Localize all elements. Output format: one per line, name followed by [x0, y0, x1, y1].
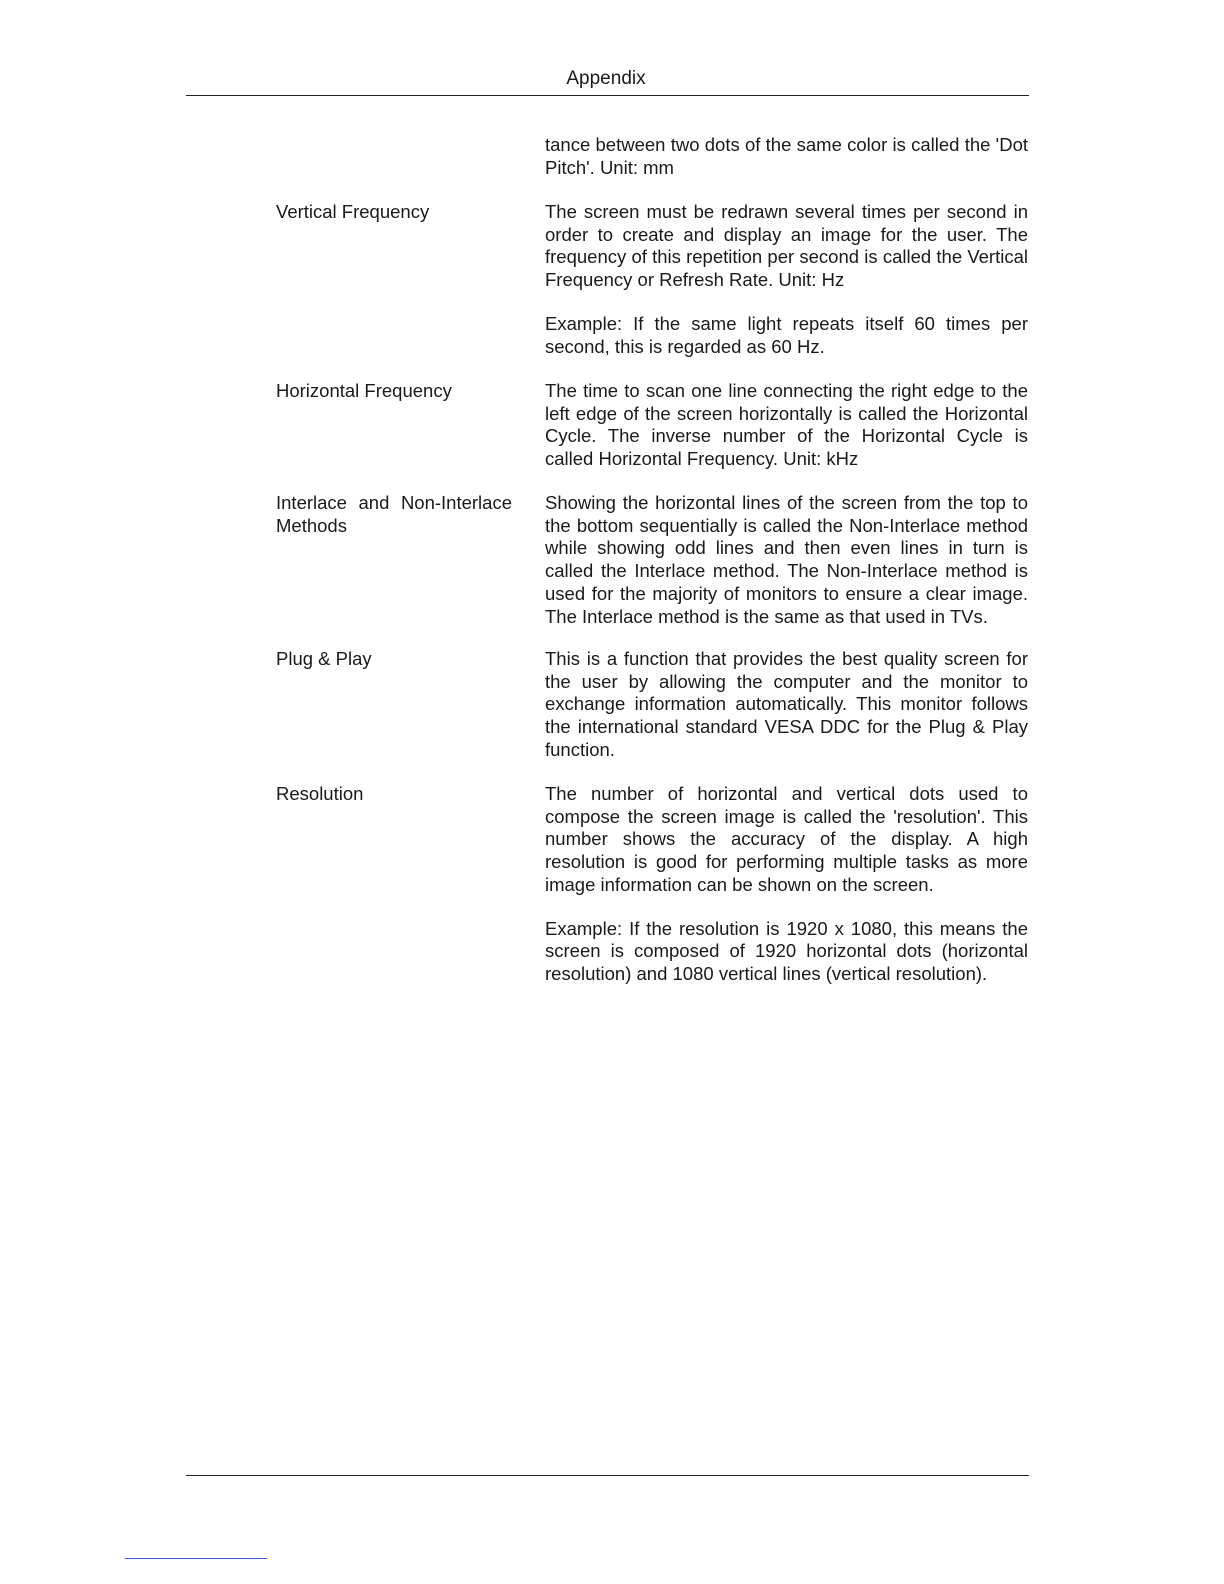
glossary-definition: [545, 783, 1028, 986]
glossary-term: Horizontal Frequency: [276, 380, 452, 401]
glossary-definition: [545, 134, 1028, 179]
definition-paragraph: tance between two dots of the same color is called the 'Dot Pitch'. Unit: mm: [545, 134, 1028, 178]
glossary-term: Interlace and Non-Interlace Methods: [276, 492, 512, 536]
glossary-definition: [545, 648, 1028, 762]
definition-paragraph: The screen must be redrawn several times per second in order to create and display an image for the user. The frequency of this repetition per second is called the Vertical Frequency or Refresh Rate. Unit: Hz: [545, 201, 1028, 291]
footer-divider: [186, 1475, 1029, 1476]
definition-paragraph: This is a function that provides the best quality screen for the user by allowing the computer and the monitor to exchange information automatically. This monitor follows the international standard VESA DDC for the Plug & Play function.: [545, 648, 1028, 760]
definition-paragraph: Showing the horizontal lines of the screen from the top to the bottom sequentially is called the Non-Interlace method while showing odd lines and then even lines in turn is called the Interlace method. The Non-Interlace method is used for the majority of monitors to ensure a clear image. The Interlace method is the same as that used in TVs.: [545, 492, 1028, 627]
glossary-term: Plug & Play: [276, 648, 372, 669]
glossary-term: Resolution: [276, 783, 364, 804]
definition-paragraph: Example: If the same light repeats itself 60 times per second, this is regarded as 60 Hz.: [545, 312, 1028, 357]
footer-link-underline: [125, 1558, 267, 1559]
glossary-definition: [545, 201, 1028, 358]
glossary-definition: [545, 492, 1028, 628]
definition-paragraph: Example: If the resolution is 1920 x 1080, this means the screen is composed of 1920 horizontal dots (horizontal resolution) and 1080 vertical lines (vertical resolution).: [545, 917, 1028, 984]
glossary-term: Vertical Frequency: [276, 201, 430, 222]
definition-paragraph: The number of horizontal and vertical dots used to compose the screen image is called the 'resolution'. This number shows the accuracy of the display. A high resolution is good for performing multiple tasks as more image information can be shown on the screen.: [545, 783, 1028, 895]
page-header-title: Appendix: [566, 68, 646, 89]
definition-paragraph: The time to scan one line connecting the right edge to the left edge of the screen horizontally is called the Horizontal Cycle. The inverse number of the Horizontal Cycle is called Horizontal Frequency. Unit: kHz: [545, 380, 1028, 470]
glossary-definition: [545, 380, 1028, 471]
header-divider: [186, 95, 1029, 96]
